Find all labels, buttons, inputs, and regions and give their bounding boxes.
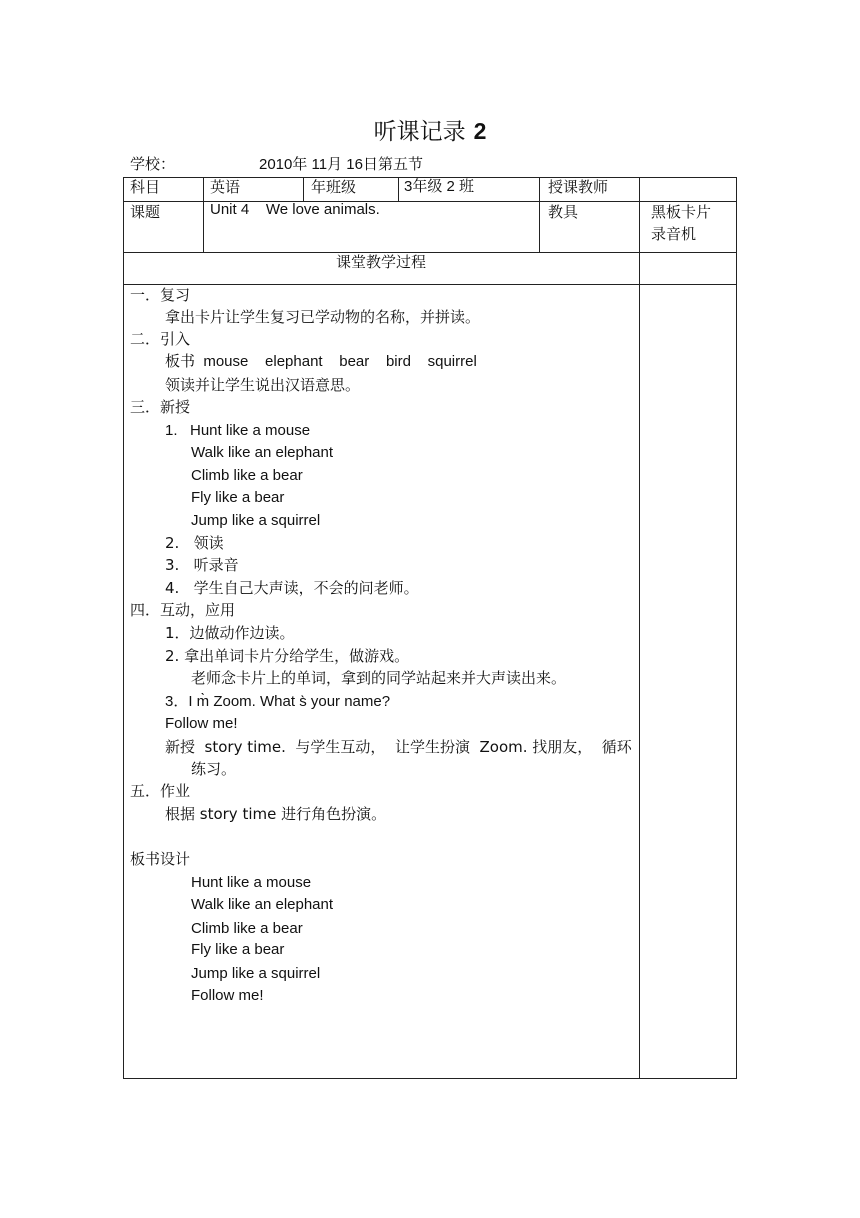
board-line: Walk like an elephant (191, 896, 334, 913)
body-line: 4. 学生自己大声读，不会的问老师。 (165, 579, 419, 597)
grade-value: 3年级 2 班 (404, 178, 475, 195)
title-text: 听课记录 (373, 119, 466, 145)
col-divider-d (539, 177, 540, 252)
page-title (0, 113, 860, 146)
date-text: 2010年 11月 16日第五节 (259, 156, 423, 173)
subject-value: 英语 (210, 178, 241, 196)
section-review: 一．复习 (130, 286, 191, 304)
board-design-heading: 板书设计 (130, 850, 191, 868)
section-homework: 五．作业 (130, 782, 191, 800)
body-line: 老师念卡片上的单词，拿到的同学站起来并大声读出来。 (191, 669, 567, 687)
body-line: 根据 story time 进行角色扮演。 (165, 805, 387, 823)
body-line: 拿出卡片让学生复习已学动物的名称，并拼读。 (165, 308, 481, 326)
tools-value-2: 录音机 (651, 225, 697, 243)
board-line: Hunt like a mouse (191, 874, 312, 891)
body-line: 板书 mouse elephant bear bird squirrel (165, 353, 477, 370)
row-divider-3 (123, 284, 737, 285)
tools-value-1: 黑板卡片 (651, 203, 712, 221)
grade-label: 年班级 (311, 178, 357, 196)
process-heading: 课堂教学过程 (335, 253, 426, 271)
table-border-bottom (123, 1078, 737, 1079)
body-line: 练习。 (191, 760, 237, 778)
body-line: 2. 领读 (165, 534, 224, 552)
board-line: Climb like a bear (191, 920, 303, 937)
body-line: 2. 拿出单词卡片分给学生，做游戏。 (165, 647, 410, 665)
board-line: Jump like a squirrel (191, 965, 321, 982)
body-line: Fly like a bear (191, 489, 285, 506)
board-line: Fly like a bear (191, 941, 285, 958)
subject-label: 科目 (130, 178, 161, 196)
body-line: 1．边做动作边读。 (165, 624, 295, 642)
school-label: 学校： (130, 155, 176, 173)
topic-value: Unit 4 We love animals. (210, 201, 380, 218)
body-line: 新授 story time. 与学生互动， 让学生扮演 Zoom. 找朋友， 循环 (165, 738, 632, 756)
topic-label: 课题 (130, 203, 161, 221)
table-border-right (736, 177, 737, 1079)
tools-label: 教具 (548, 203, 579, 221)
body-line: Climb like a bear (191, 467, 303, 484)
body-line: 领读并让学生说出汉语意思。 (165, 376, 361, 394)
section-practice: 四．互动，应用 (130, 601, 236, 619)
board-line: Follow me! (191, 987, 264, 1004)
col-divider-c (398, 177, 399, 201)
table-border-left (123, 177, 124, 1079)
title-number: 2 (473, 118, 487, 144)
body-line: 1. Hunt like a mouse (165, 422, 311, 439)
col-divider-a (203, 177, 204, 252)
body-line: Follow me! (165, 715, 238, 732)
body-line: Jump like a squirrel (191, 512, 321, 529)
teacher-label: 授课教师 (548, 178, 609, 196)
body-line: Walk like an elephant (191, 444, 334, 461)
body-line: 3. 听录音 (165, 556, 239, 574)
section-intro: 二．引入 (130, 330, 191, 348)
body-line: 3．I m̀ Zoom. What s̀ your name? (165, 693, 391, 710)
col-divider-e (639, 177, 640, 1079)
col-divider-b (303, 177, 304, 201)
section-new: 三．新授 (130, 398, 191, 416)
